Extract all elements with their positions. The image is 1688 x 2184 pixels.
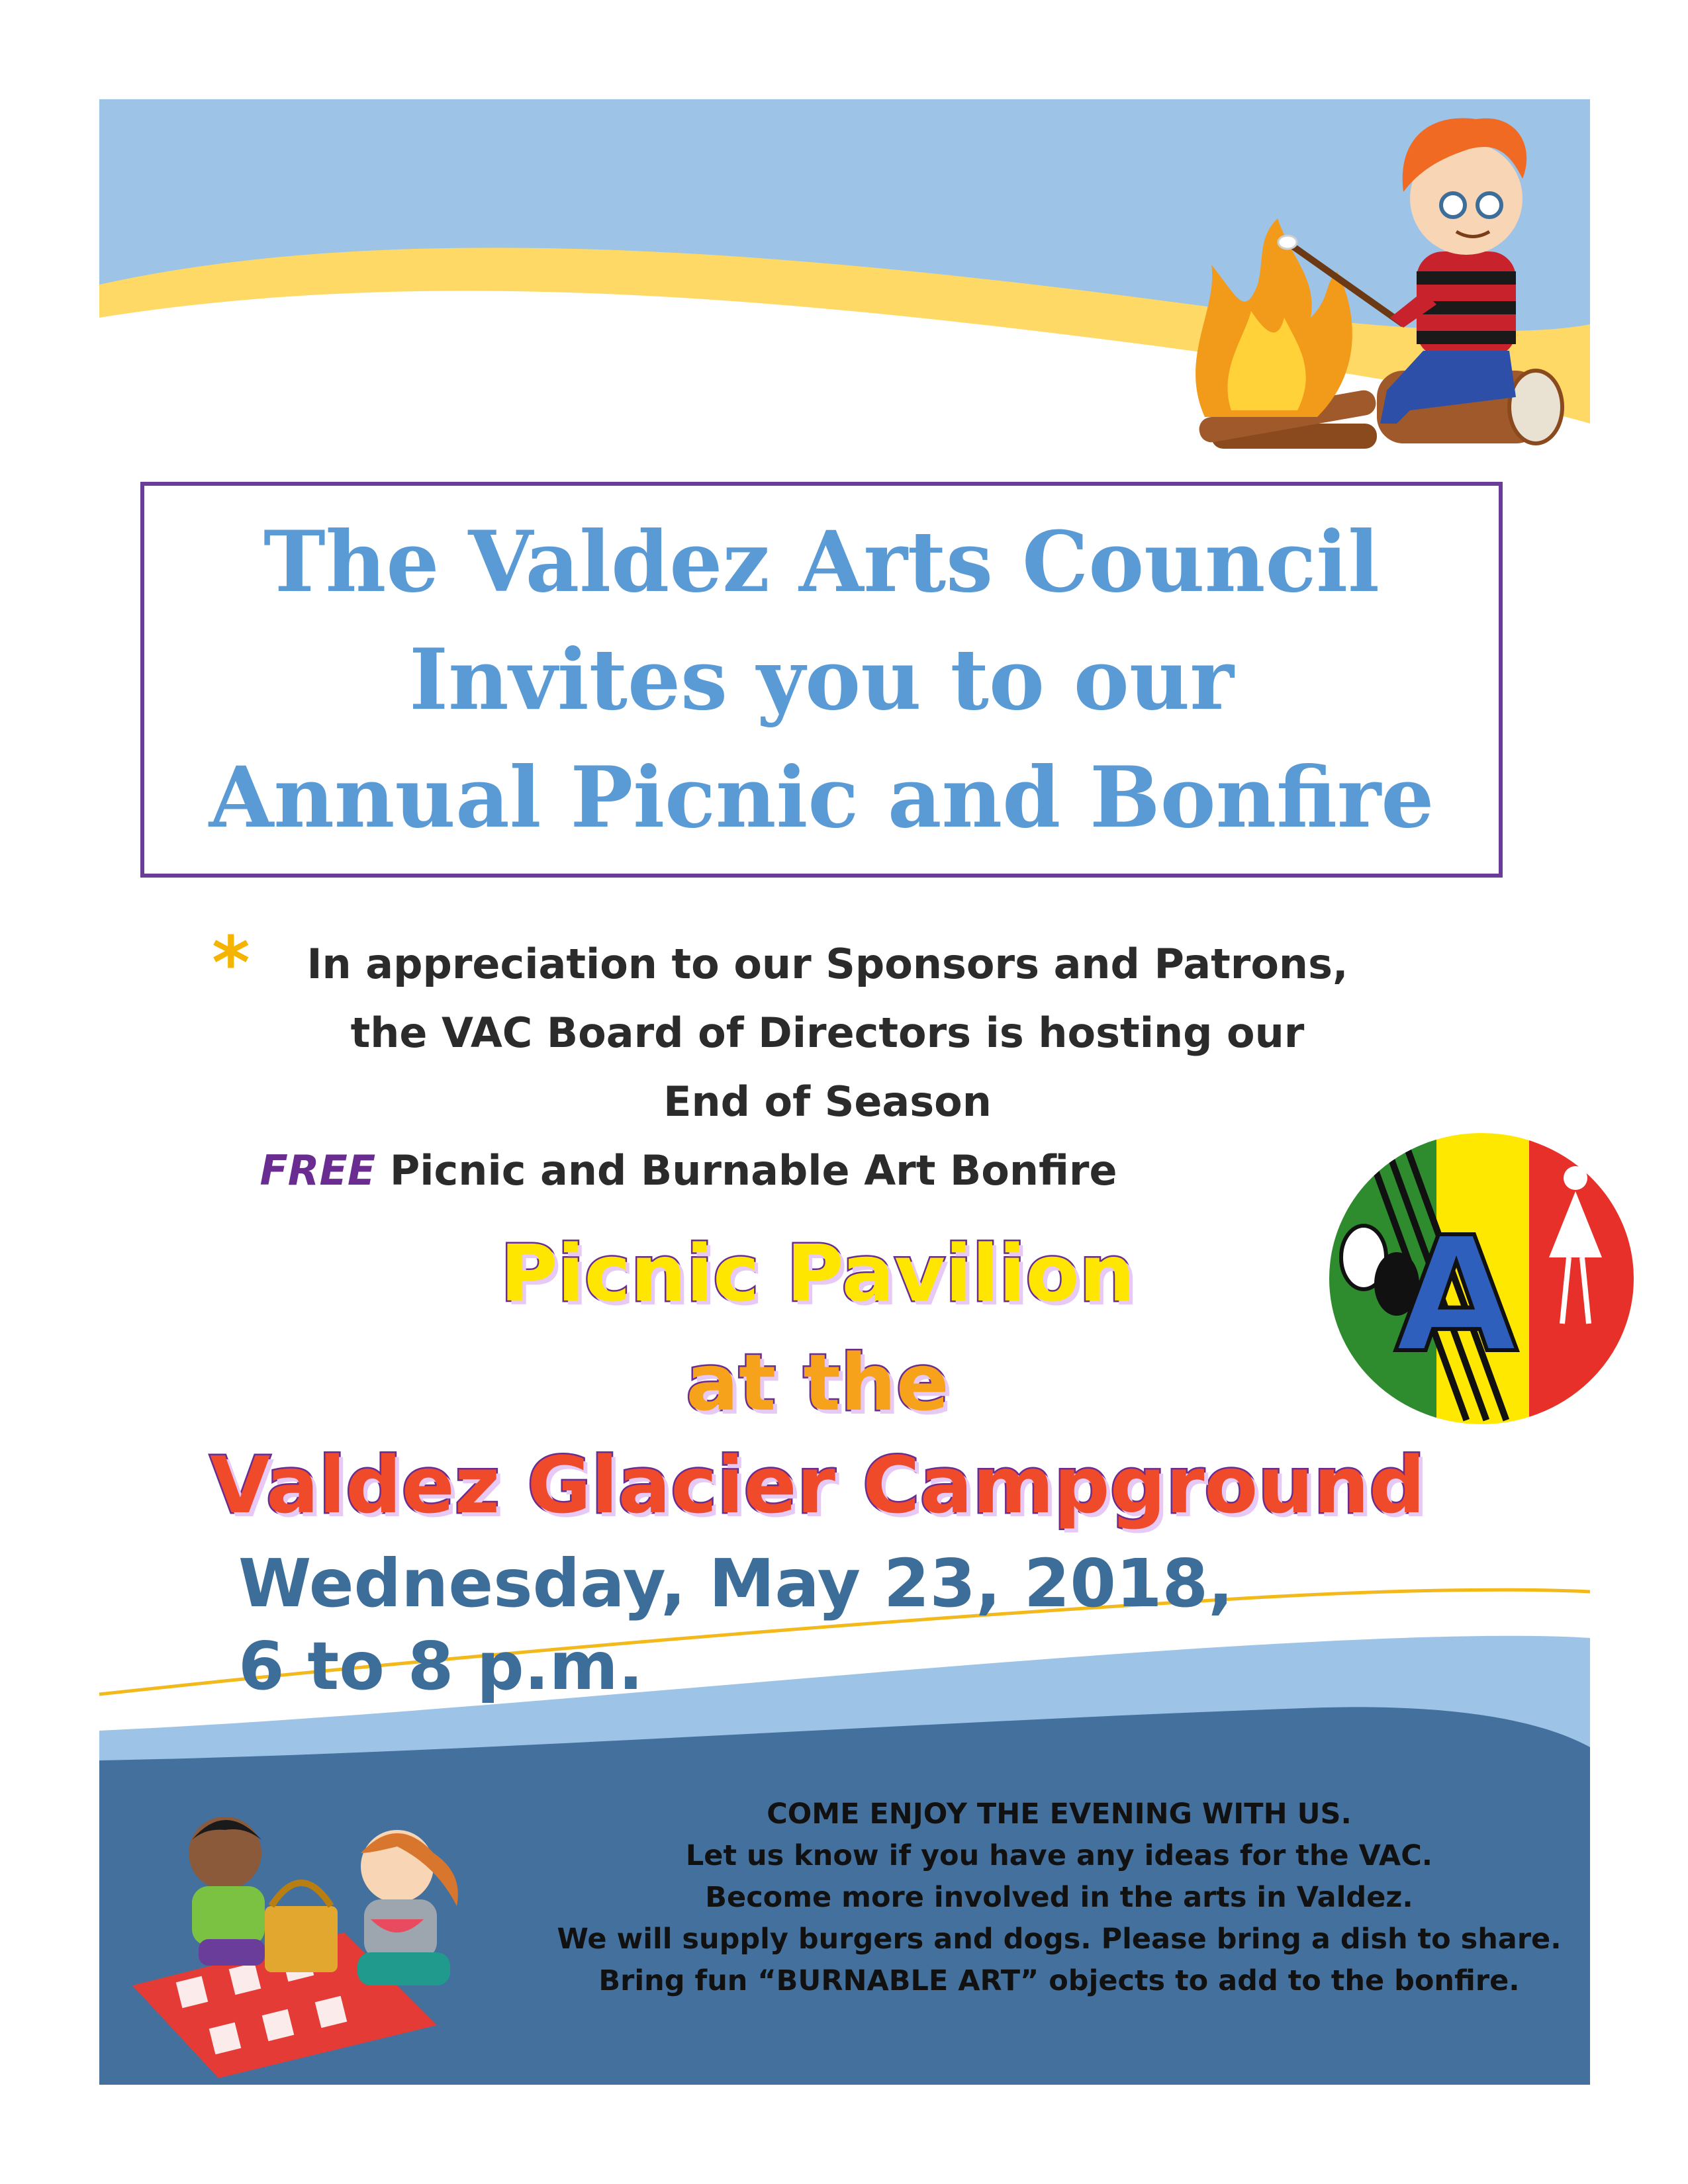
title-line-1: The Valdez Arts Council <box>263 513 1380 611</box>
svg-text:A: A <box>1395 1203 1518 1388</box>
footer-line-3: Become more involved in the arts in Valdez. <box>705 1881 1413 1914</box>
title-box <box>140 482 1503 878</box>
event-date: Wednesday, May 23, 2018, <box>238 1545 1234 1622</box>
venue-line-1: Picnic Pavilion <box>500 1228 1135 1319</box>
intro-line-3: End of Season <box>663 1077 992 1126</box>
footer-line-5: Bring fun “BURNABLE ART” objects to add to the bonfire. <box>598 1964 1520 1997</box>
venue-line-3: Valdez Glacier Campground <box>210 1439 1425 1531</box>
footer-line-1: COME ENJOY THE EVENING WITH US. <box>767 1797 1352 1831</box>
intro-line-4 <box>199 1136 1456 1205</box>
intro-line-1: In appreciation to our Sponsors and Patrons, <box>306 940 1348 988</box>
title-line-3: Annual Picnic and Bonfire <box>209 749 1434 846</box>
title-line-2: Invites you to our <box>409 631 1234 729</box>
bullet-asterisk: * <box>212 921 250 1005</box>
intro-line-4-rest: Picnic and Burnable Art Bonfire <box>389 1146 1117 1195</box>
event-when <box>238 1542 1233 1707</box>
footer-line-2: Let us know if you have any ideas for the VAC. <box>685 1839 1433 1872</box>
event-time: 6 to 8 p.m. <box>238 1627 643 1705</box>
footer-line-4: We will supply burgers and dogs. Please bring a dish to share. <box>557 1923 1562 1956</box>
intro-line-2: the VAC Board of Directors is hosting our <box>350 1009 1305 1057</box>
footer-notes <box>543 1794 1575 2002</box>
intro-text <box>199 921 1456 1205</box>
free-word: FREE <box>259 1146 376 1195</box>
venue-line-2: at the <box>686 1337 949 1428</box>
